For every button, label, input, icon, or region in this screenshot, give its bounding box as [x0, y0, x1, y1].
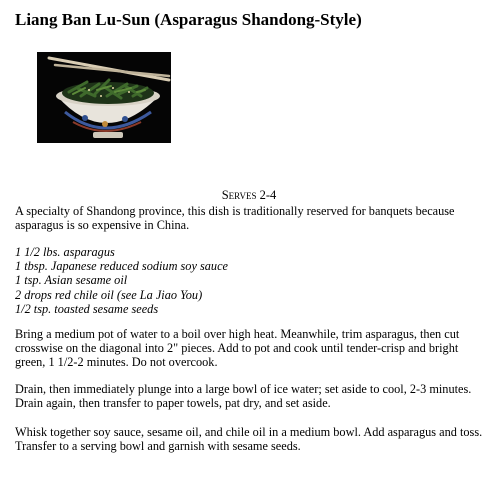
- asparagus-bowl-image: [37, 52, 171, 143]
- ingredient-item: 1/2 tsp. toasted sesame seeds: [15, 301, 159, 316]
- ingredient-list: [15, 245, 228, 316]
- ingredient-item: 1 tbsp. Japanese reduced sodium soy sauce: [15, 259, 228, 274]
- dish-photo: [37, 52, 171, 143]
- instruction-step: Bring a medium pot of water to a boil over high heat. Meanwhile, trim asparagus, then cut crosswise on the diagonal into 2" pieces. Add to pot and cook until tender-crisp and bright green, 1 1/2-2 minutes. Do not overcook.: [15, 327, 460, 370]
- ingredient-item: 1 tsp. Asian sesame oil: [15, 273, 128, 288]
- ingredient-item: 1 1/2 lbs. asparagus: [15, 245, 115, 259]
- recipe-title: Liang Ban Lu-Sun (Asparagus Shandong-Style): [15, 10, 362, 29]
- recipe-intro: A specialty of Shandong province, this dish is traditionally reserved for banquets because asparagus is so expensive in China.: [15, 204, 455, 233]
- instruction-step: Drain, then immediately plunge into a large bowl of ice water; set aside to cool, 2-3 minutes. Drain again, then transfer to paper towels, pat dry, and set aside.: [15, 382, 472, 411]
- instruction-step: Whisk together soy sauce, sesame oil, and chile oil in a medium bowl. Add asparagus and toss. Transfer to a serving bowl and garnish with sesame seeds.: [15, 425, 483, 454]
- serves-line: Serves 2-4: [221, 188, 277, 202]
- ingredient-item: 2 drops red chile oil (see La Jiao You): [15, 287, 203, 302]
